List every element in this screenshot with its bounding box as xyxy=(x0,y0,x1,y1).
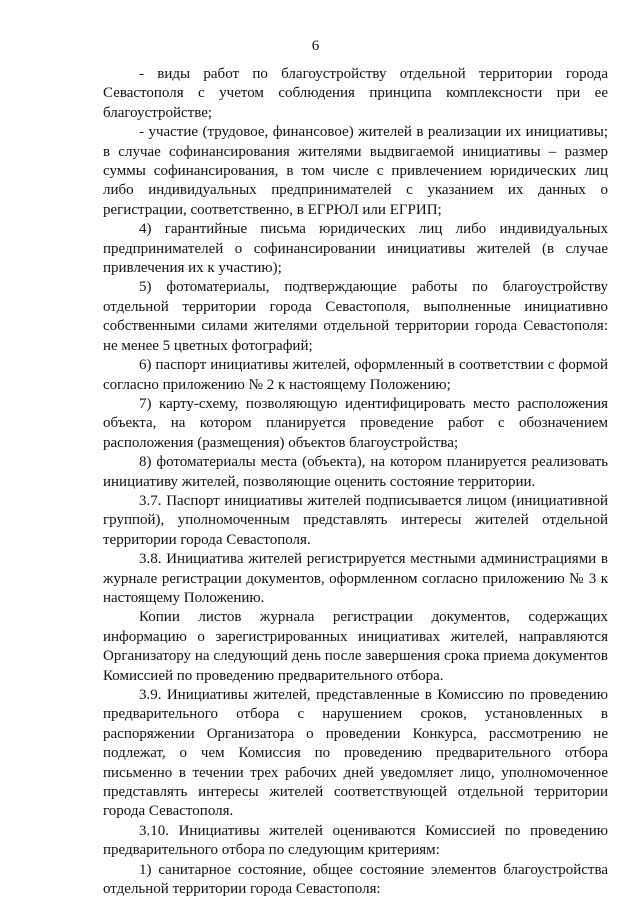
paragraph-initiative-passport: 6) паспорт инициативы жителей, оформленный в соответствии с формой согласно приложению № 2 к настоящему Положению; xyxy=(103,357,608,393)
paragraph-3-10: 3.10. Инициативы жителей оцениваются Комиссией по проведению предварительного отбора по следующим критериям: xyxy=(103,822,608,859)
paragraph-3-9: 3.9. Инициативы жителей, представленные в Комиссию по проведению предварительного отбора с нарушением сроков, установленных в распоряжении Организатора о проведении Конкурса, рассмотрению не подлежат, о чем Комиссия по проведению предварительного отбора письменно в течении трех рабочих дней уведомляет лицо, уполномоченное представлять интересы жителей соответствующей отдельной территории города Севастополя. xyxy=(103,687,608,820)
paragraph-photo-materials-site: 8) фотоматериалы места (объекта), на котором планируется реализовать инициативу жителей, позволяющие оценить состояние территории. xyxy=(103,454,608,490)
page-number: 6 xyxy=(311,38,320,54)
document-body xyxy=(103,65,608,899)
paragraph-resident-participation: - участие (трудовое, финансовое) жителей в реализации их инициативы; в случае софинансирования жителями выдвигаемой инициативы – размер суммы софинансирования, в том числе с привлечением юридических лиц либо индивидуальных предпринимателей с указанием их данных о регистрации, соответственно, в ЕГРЮЛ или ЕГРИП; xyxy=(103,124,608,218)
paragraph-photo-materials-works: 5) фотоматериалы, подтверждающие работы по благоустройству отдельной территории города Севастополя, выполненные инициативно собственными силами жителями отдельной территории города Севастополя: не менее 5 цветных фотографий; xyxy=(103,279,608,354)
paragraph-guarantee-letters: 4) гарантийные письма юридических лиц либо индивидуальных предпринимателей о софинансировании инициативы жителей (в случае привлечения их к участию); xyxy=(103,221,608,277)
paragraph-location-map: 7) карту-схему, позволяющую идентифицировать место расположения объекта, на котором планируется проведение работ с обозначением расположения (размещения) объектов благоустройства; xyxy=(103,395,608,451)
paragraph-criterion-1: 1) санитарное состояние, общее состояние элементов благоустройства отдельной территории города Севастополя: xyxy=(103,861,608,898)
paragraph-work-types: - виды работ по благоустройству отдельной территории города Севастополя с учетом соблюдения принципа комплексности при ее благоустройстве; xyxy=(103,66,608,121)
paragraph-3-8: 3.8. Инициатива жителей регистрируется местными администрациями в журнале регистрации документов, оформленном согласно приложению № 3 к настоящему Положению. xyxy=(103,551,608,606)
paragraph-journal-copies: Копии листов журнала регистрации документов, содержащих информацию о зарегистрированных инициативах жителей, направляются Организатору на следующий день после завершения срока приема документов Комиссией по проведению предварительного отбора. xyxy=(103,609,608,684)
paragraph-3-7: 3.7. Паспорт инициативы жителей подписывается лицом (инициативной группой), уполномоченным представлять интересы жителей отдельной территории города Севастополя. xyxy=(103,492,608,548)
